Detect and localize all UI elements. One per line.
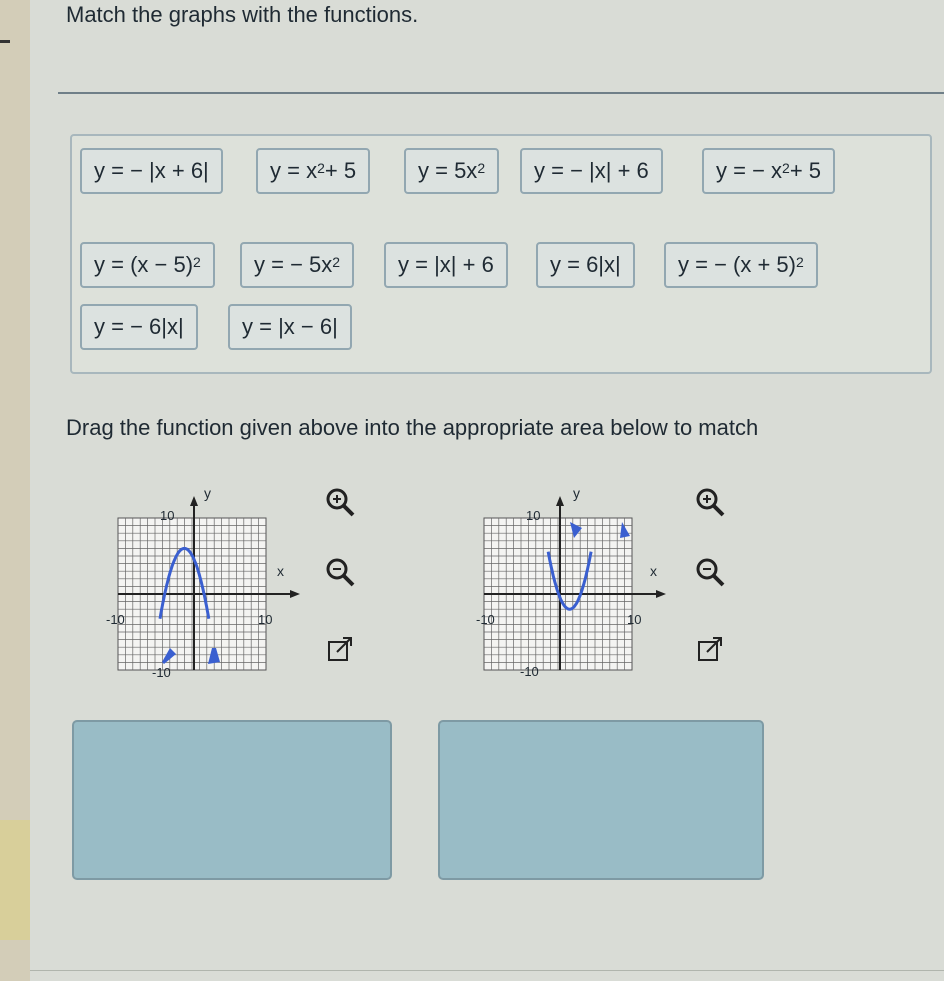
graph-2-tick-left: -10: [476, 612, 495, 627]
drag-instructions: Drag the function given above into the appropriate area below to match: [66, 415, 759, 440]
function-text: y = − (x + 5): [678, 252, 796, 277]
function-chip[interactable]: [256, 148, 370, 194]
left-margin-strip: [0, 0, 30, 981]
graph-2-y-label: y: [573, 485, 580, 501]
zoom-in-icon: [323, 485, 357, 519]
graph-1: [100, 484, 310, 684]
graph-1-tick-top: 10: [160, 508, 175, 523]
function-chip[interactable]: [384, 242, 508, 288]
function-text: y = |x| + 6: [398, 252, 494, 277]
graph-1-tick-bottom: -10: [152, 665, 171, 680]
function-text: y = − 5x: [254, 252, 333, 277]
graph-2-x-label: x: [650, 563, 657, 579]
zoom-out-icon: [693, 555, 727, 589]
function-chip[interactable]: [702, 148, 835, 194]
expand-icon: [693, 633, 727, 667]
graph-1-zoom-in-button[interactable]: [318, 480, 362, 524]
drop-zone-graph-1[interactable]: [72, 720, 392, 880]
function-chip[interactable]: [80, 242, 215, 288]
function-exponent: 2: [317, 160, 325, 176]
graph-1-grid: [118, 496, 300, 670]
function-exponent: 2: [782, 160, 790, 176]
zoom-out-icon: [323, 555, 357, 589]
function-text-tail: + 5: [324, 158, 357, 183]
bottom-divider: [30, 970, 944, 971]
function-chip[interactable]: [664, 242, 818, 288]
function-text: y = − x: [716, 158, 783, 183]
margin-dash: [0, 40, 10, 43]
graph-2-grid: [484, 496, 666, 670]
graph-2-zoom-out-button[interactable]: [688, 550, 732, 594]
function-text: y = x: [270, 158, 318, 183]
y-axis-arrow: [556, 496, 564, 506]
drop-zone-graph-2[interactable]: [438, 720, 764, 880]
function-chip[interactable]: [80, 148, 223, 194]
function-text: y = − |x + 6|: [94, 158, 209, 183]
function-text: y = 5x: [418, 158, 478, 183]
y-axis-arrow: [190, 496, 198, 506]
graph-2-tick-top: 10: [526, 508, 541, 523]
graph-2-tick-bottom: -10: [520, 664, 539, 679]
graph-1-tick-right: 10: [258, 612, 273, 627]
x-axis-arrow: [290, 590, 300, 598]
margin-highlight: [0, 820, 30, 940]
function-chip[interactable]: [80, 304, 198, 350]
graph-1-y-label: y: [204, 485, 211, 501]
function-text-tail: + 5: [789, 158, 822, 183]
graph-1-expand-button[interactable]: [318, 628, 362, 672]
function-text: y = − |x| + 6: [534, 158, 649, 183]
function-exponent: 2: [796, 254, 804, 270]
expand-icon: [323, 633, 357, 667]
function-exponent: 2: [193, 254, 201, 270]
zoom-in-icon: [693, 485, 727, 519]
function-text: y = − 6|x|: [94, 314, 184, 339]
function-chip[interactable]: [520, 148, 663, 194]
graph-2: [470, 484, 680, 684]
function-chip[interactable]: [536, 242, 635, 288]
graph-1-tick-left: -10: [106, 612, 125, 627]
graph-1-zoom-out-button[interactable]: [318, 550, 362, 594]
graph-2-tick-right: 10: [627, 612, 642, 627]
function-text: y = 6|x|: [550, 252, 621, 277]
function-chip[interactable]: [240, 242, 354, 288]
function-text: y = |x − 6|: [242, 314, 338, 339]
graph-2-expand-button[interactable]: [688, 628, 732, 672]
graph-1-x-label: x: [277, 563, 284, 579]
x-axis-arrow: [656, 590, 666, 598]
function-chip[interactable]: [228, 304, 352, 350]
divider: [58, 92, 944, 94]
graph-2-zoom-in-button[interactable]: [688, 480, 732, 524]
function-exponent: 2: [332, 254, 341, 270]
function-exponent: 2: [477, 160, 486, 176]
question-title: Match the graphs with the functions.: [66, 2, 419, 27]
function-text: y = (x − 5): [94, 252, 194, 277]
function-chip[interactable]: [404, 148, 499, 194]
